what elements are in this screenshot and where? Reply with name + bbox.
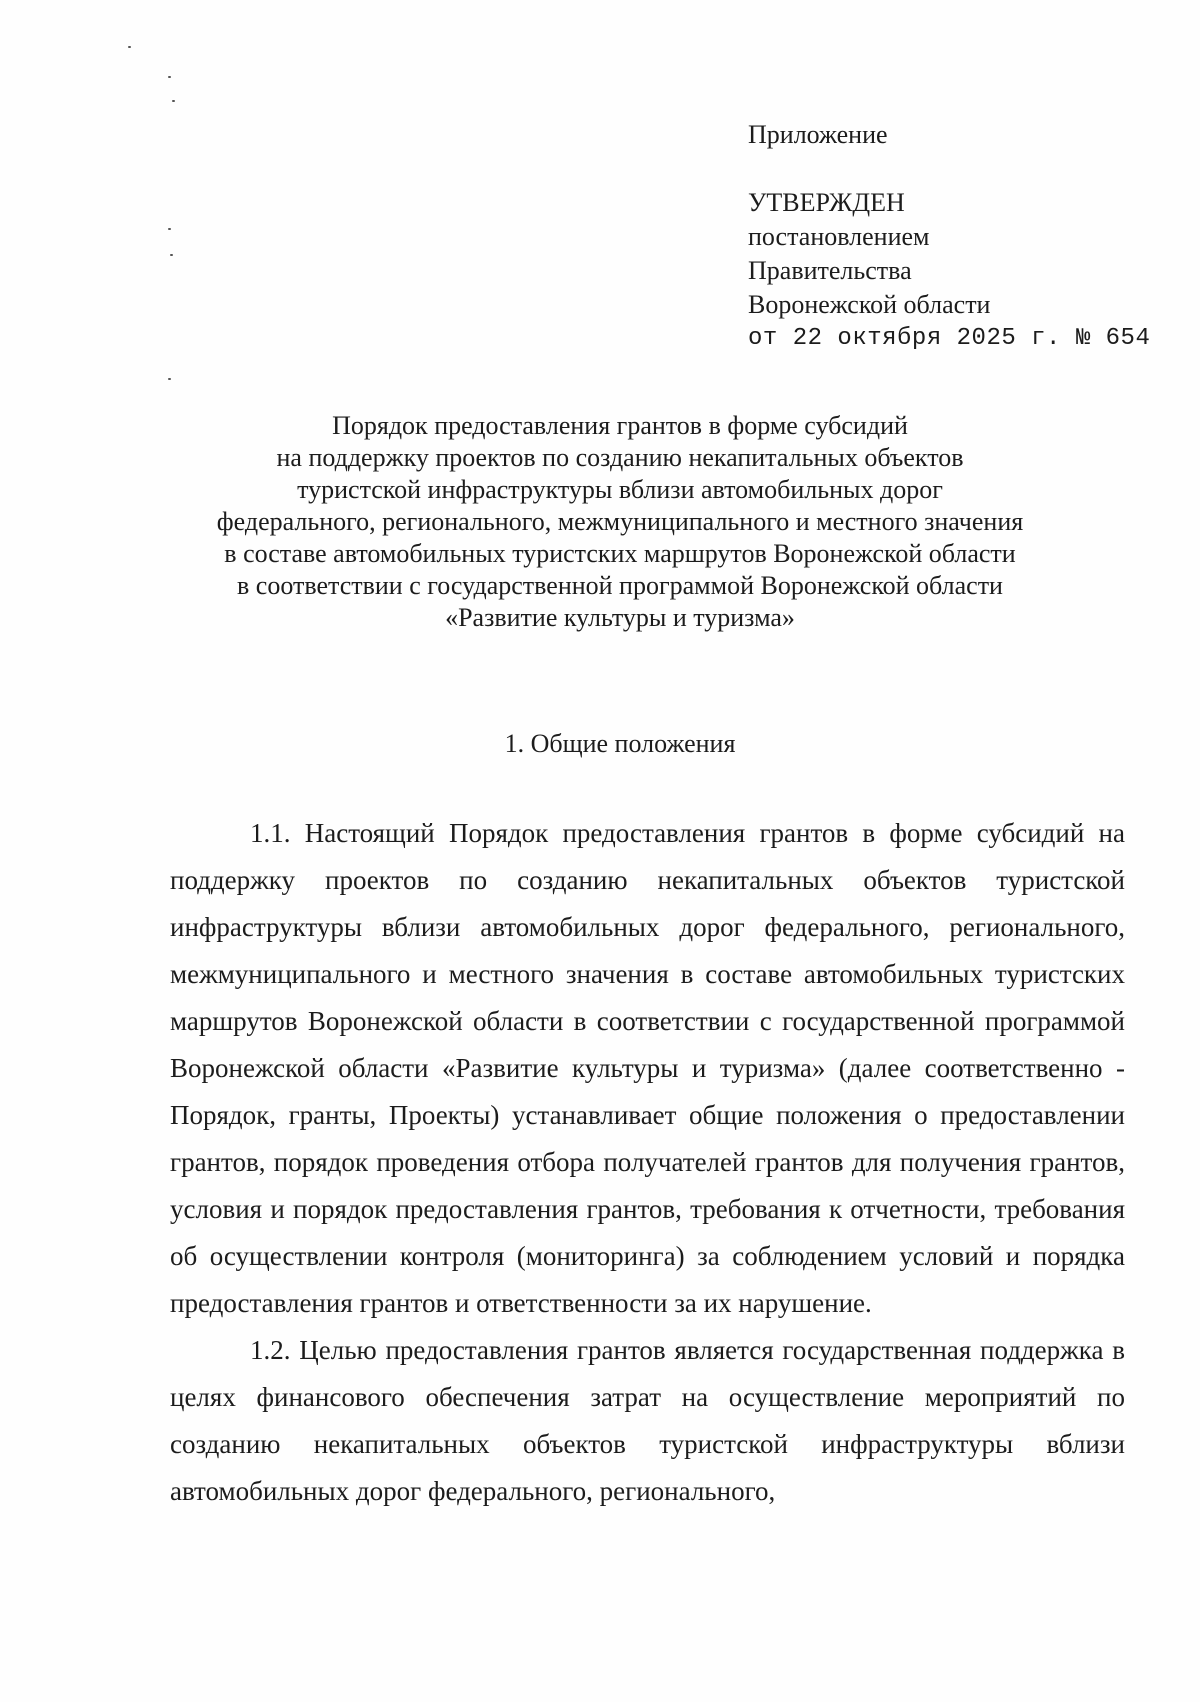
scan-speck [172,100,175,102]
title-line: в соответствии с государственной программой Воронежской области [237,571,1003,600]
section-heading: 1. Общие положения [504,729,736,758]
scan-speck [168,378,171,380]
document-title [150,410,1090,634]
approval-line: Правительства [748,256,912,285]
title-line: в составе автомобильных туристских маршрутов Воронежской области [224,539,1016,568]
title-line: на поддержку проектов по созданию некапитальных объектов [276,443,964,472]
approved-label: УТВЕРЖДЕН [748,188,905,217]
title-line: «Развитие культуры и туризма» [445,603,795,632]
scan-speck [170,254,173,256]
paragraph: 1.1. Настоящий Порядок предоставления грантов в форме субсидий на поддержку проектов по созданию некапитальных объектов туристской инфраструктуры вблизи автомобильных дорог федерального, регионального, межмуниципального и местного значения в составе автомобильных туристских маршрутов Воронежской области в соответствии с государственной программой Воронежской области «Развитие культуры и туризма» (далее соответственно - Порядок, гранты, Проекты) устанавливает общие положения о предоставлении грантов, порядок проведения отбора получателей грантов для получения грантов, условия и порядок предоставления грантов, требования к отчетности, требования об осуществлении контроля (мониторинга) за соблюдением условий и порядка предоставления грантов и ответственности за их нарушение. [170,818,1125,1318]
approval-line: постановлением [748,222,930,251]
paragraph: 1.2. Целью предоставления грантов является государственная поддержка в целях финансового обеспечения затрат на осуществление мероприятий по созданию некапитальных объектов туристской инфраструктуры вблизи автомобильных дорог федерального, регионального, [170,1335,1125,1506]
scan-speck [128,46,131,48]
scan-speck [168,76,171,78]
appendix-label: Приложение [748,120,888,149]
resolution-date-number: от 22 октября 2025 г. № 654 [748,325,1151,352]
title-line: федерального, регионального, межмуниципального и местного значения [216,507,1024,536]
title-line: туристской инфраструктуры вблизи автомобильных дорог [297,475,943,504]
approval-line: Воронежской области [748,290,991,319]
scan-speck [168,228,171,230]
approval-block [748,118,1150,356]
document-body [170,810,1125,1515]
title-line: Порядок предоставления грантов в форме субсидий [332,411,908,440]
